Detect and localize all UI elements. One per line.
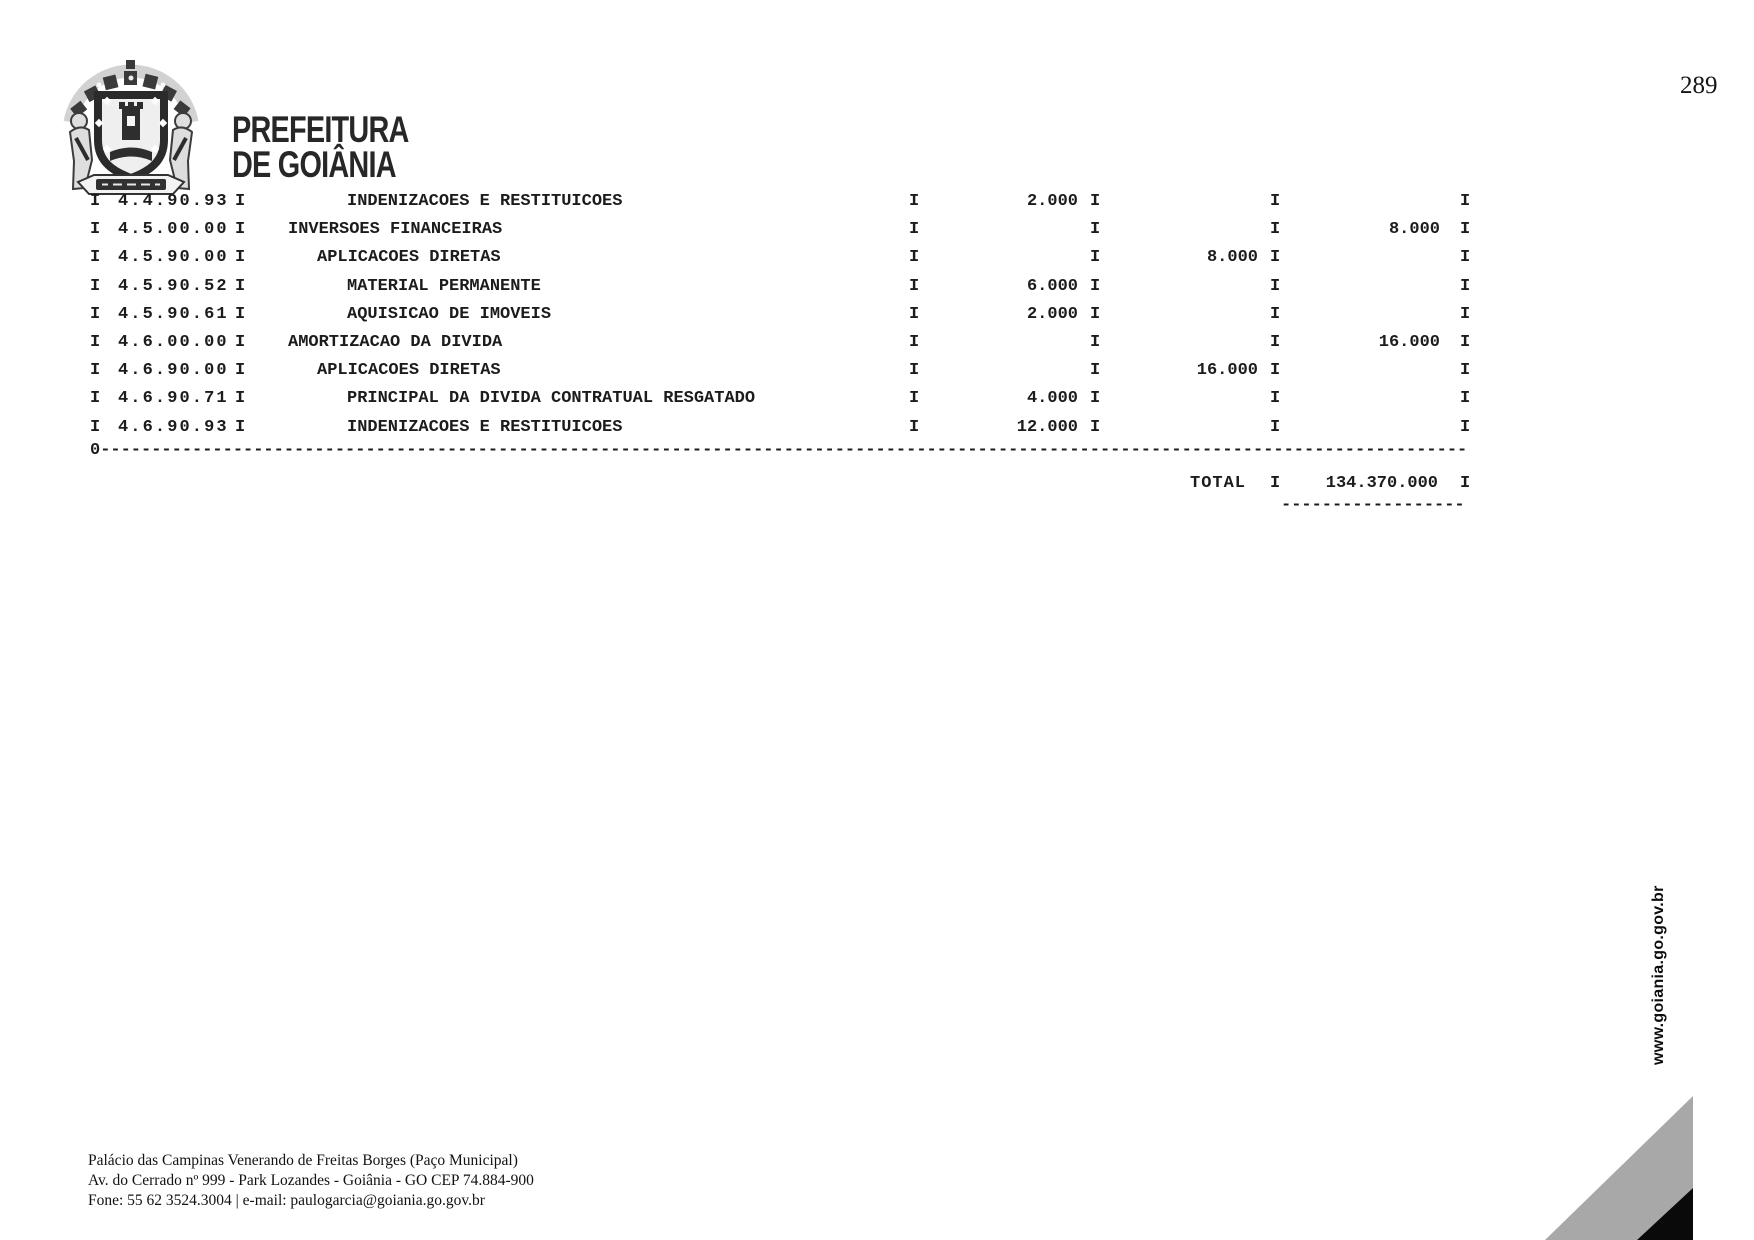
column-separator: I [1270,276,1281,296]
row-description: INDENIZACOES E RESTITUICOES [347,417,623,437]
column-separator: I [1090,192,1101,211]
column-separator: I [1270,220,1281,240]
total-label: TOTAL [1190,474,1247,493]
row-code: 4.5.90.00 [118,248,229,268]
row-value-2: 8.000 [1206,248,1258,268]
column-separator: I [1270,333,1281,352]
column-separator: I [909,248,920,268]
total-row [0,470,1754,498]
column-separator: I [1460,474,1471,493]
column-separator: I [909,192,920,211]
column-separator: I [1460,389,1471,409]
row-description: INVERSOES FINANCEIRAS [288,220,503,240]
column-separator: I [235,417,246,437]
row-description: PRINCIPAL DA DIVIDA CONTRATUAL RESGATADO [347,389,756,409]
column-separator: I [1090,389,1101,409]
total-underline: ------------------ [1281,496,1465,515]
table-row [0,357,1754,385]
column-separator: I [90,417,101,437]
column-separator: I [1460,361,1471,381]
row-value-3: 16.000 [1378,333,1440,352]
column-separator: I [1270,474,1281,493]
column-separator: I [1270,248,1281,268]
table-divider-line: 0-------------------------------------------------------------------------------------------------------------------------------------- [90,441,1468,460]
column-separator: I [1090,417,1101,437]
column-separator: I [235,304,246,324]
budget-table [0,0,1754,560]
column-separator: I [235,276,246,296]
row-description: MATERIAL PERMANENTE [347,276,541,296]
column-separator: I [909,417,920,437]
column-separator: I [1090,276,1101,296]
row-description: AMORTIZACAO DA DIVIDA [288,333,503,352]
row-code: 4.5.90.61 [118,304,229,324]
column-separator: I [1090,304,1101,324]
row-code: 4.6.90.00 [118,361,229,381]
row-description: AQUISICAO DE IMOVEIS [347,304,552,324]
row-description: INDENIZACOES E RESTITUICOES [347,192,623,211]
footer-line-2: Av. do Cerrado nº 999 - Park Lozandes - Goiânia - GO CEP 74.884-900 [88,1172,534,1189]
row-value-1: 6.000 [1026,276,1078,296]
column-separator: I [235,220,246,240]
column-separator: I [1460,304,1471,324]
column-separator: I [909,361,920,381]
footer-address [88,1151,534,1211]
column-separator: I [1270,304,1281,324]
column-separator: I [1460,192,1471,211]
column-separator: I [235,192,246,211]
footer-line-1: Palácio das Campinas Venerando de Freitas Borges (Paço Municipal) [88,1152,518,1169]
table-row [0,216,1754,244]
column-separator: I [909,304,920,324]
table-row [0,301,1754,329]
column-separator: I [90,192,101,211]
column-separator: I [90,220,101,240]
column-separator: I [1090,248,1101,268]
column-separator: I [90,304,101,324]
column-separator: I [90,389,101,409]
row-value-2: 16.000 [1196,361,1258,381]
row-code: 4.6.90.71 [118,389,229,409]
column-separator: I [235,389,246,409]
table-row [0,188,1754,216]
column-separator: I [1270,389,1281,409]
row-code: 4.6.90.93 [118,417,229,437]
website-vertical-text: www.goiania.go.gov.br [1650,885,1667,1065]
brand-line-1: PREFEITURA [232,109,409,150]
row-description: APLICACOES DIRETAS [317,248,501,268]
column-separator: I [1460,220,1471,240]
column-separator: I [1090,333,1101,352]
column-separator: I [1270,192,1281,211]
total-value: 134.370.000 [1325,474,1438,493]
column-separator: I [909,389,920,409]
column-separator: I [1270,361,1281,381]
column-separator: I [1460,417,1471,437]
column-separator: I [235,333,246,352]
column-separator: I [90,248,101,268]
column-separator: I [1090,361,1101,381]
page-number: 289 [1680,72,1718,99]
row-value-1: 12.000 [1016,417,1078,437]
row-code: 4.5.90.52 [118,276,229,296]
brand-line-2: DE GOIÂNIA [232,144,396,185]
column-separator: I [1090,220,1101,240]
column-separator: I [90,361,101,381]
row-code: 4.5.00.00 [118,220,229,240]
column-separator: I [90,276,101,296]
column-separator: I [1460,276,1471,296]
column-separator: I [909,276,920,296]
column-separator: I [235,361,246,381]
column-separator: I [1270,417,1281,437]
footer-line-3: Fone: 55 62 3524.3004 | e-mail: paulogarcia@goiania.go.gov.br [88,1192,485,1209]
row-description: APLICACOES DIRETAS [317,361,501,381]
column-separator: I [1460,248,1471,268]
row-value-1: 4.000 [1026,389,1078,409]
row-value-1: 2.000 [1026,304,1078,324]
table-row [0,244,1754,272]
column-separator: I [90,333,101,352]
row-value-3: 8.000 [1388,220,1440,240]
column-separator: I [909,333,920,352]
row-code: 4.6.00.00 [118,333,229,352]
table-row [0,273,1754,301]
column-separator: I [909,220,920,240]
column-separator: I [235,248,246,268]
table-row [0,385,1754,413]
table-row [0,329,1754,357]
row-value-1: 2.000 [1026,192,1078,211]
row-code: 4.4.90.93 [118,192,229,211]
column-separator: I [1460,333,1471,352]
